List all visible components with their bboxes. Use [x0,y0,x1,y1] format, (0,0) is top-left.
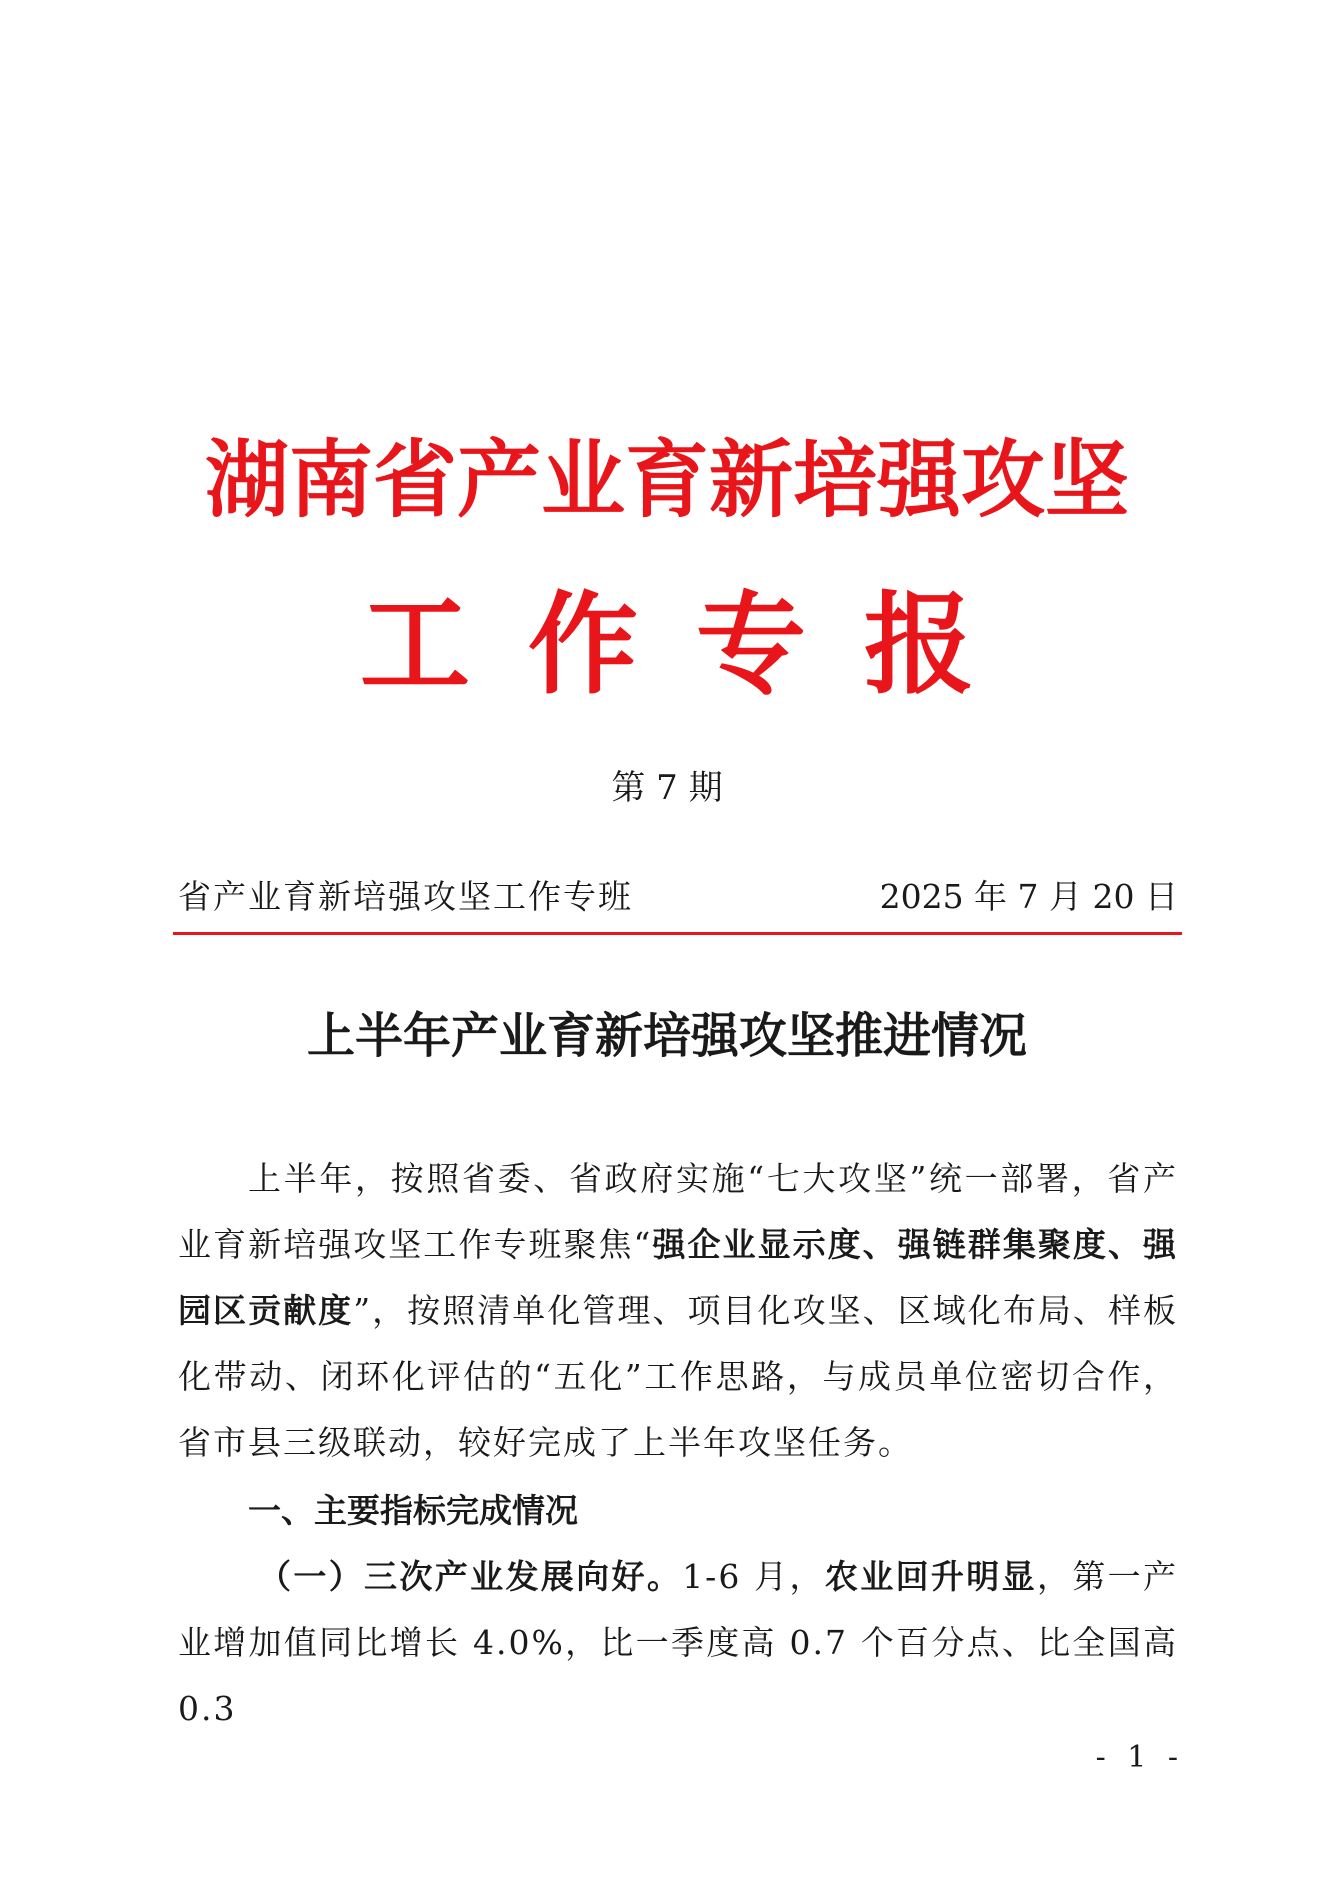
section-heading-1: 一、主要指标完成情况 [248,1491,578,1530]
paragraph-section-1-1-emphasis: 农业回升明显 [824,1557,1037,1596]
page-number: - 1 - [1095,1740,1184,1775]
issue-number: 第 7 期 [611,768,723,808]
paragraph-section-1-1-text-2: ，第一产业增加值同比增长 4.0%，比一季度高 0.7 个百分点、比全国高 0.3 [178,1557,1179,1728]
masthead-title-line1: 湖南省产业育新培强攻坚 [204,430,1129,529]
issue-date: 2025 年 7 月 20 日 [879,877,1178,916]
masthead-title-line2: 工作专报 [360,580,1032,709]
paragraph-intro-text-2: ”，按照清单化管理、项目化攻坚、区域化布局、样板化带动、闭环化评估的“五化”工作思路，与成员单位密切合作，省市县三级联动，较好完成了上半年攻坚任务。 [178,1291,1178,1462]
document-title: 上半年产业育新培强攻坚推进情况 [306,1008,1027,1064]
subheading-1-1: （一）三次产业发展向好。 [258,1557,683,1596]
paragraph-intro [178,1146,1178,1476]
paragraph-section-1-1-text-1: 1-6 月， [682,1557,825,1596]
paragraph-section-1-1 [178,1544,1178,1742]
red-divider-line [173,932,1182,935]
issuer-row [178,874,1178,920]
paragraph-intro-emphasis: 强企业显示度、强链群集聚度、强园区贡献度 [178,1225,1179,1330]
paragraph-intro-text-1: 上半年，按照省委、省政府实施“七大攻坚”统一部署，省产业育新培强攻坚工作专班聚焦“ [178,1159,1178,1264]
issuer-name: 省产业育新培强攻坚工作专班 [178,877,633,916]
